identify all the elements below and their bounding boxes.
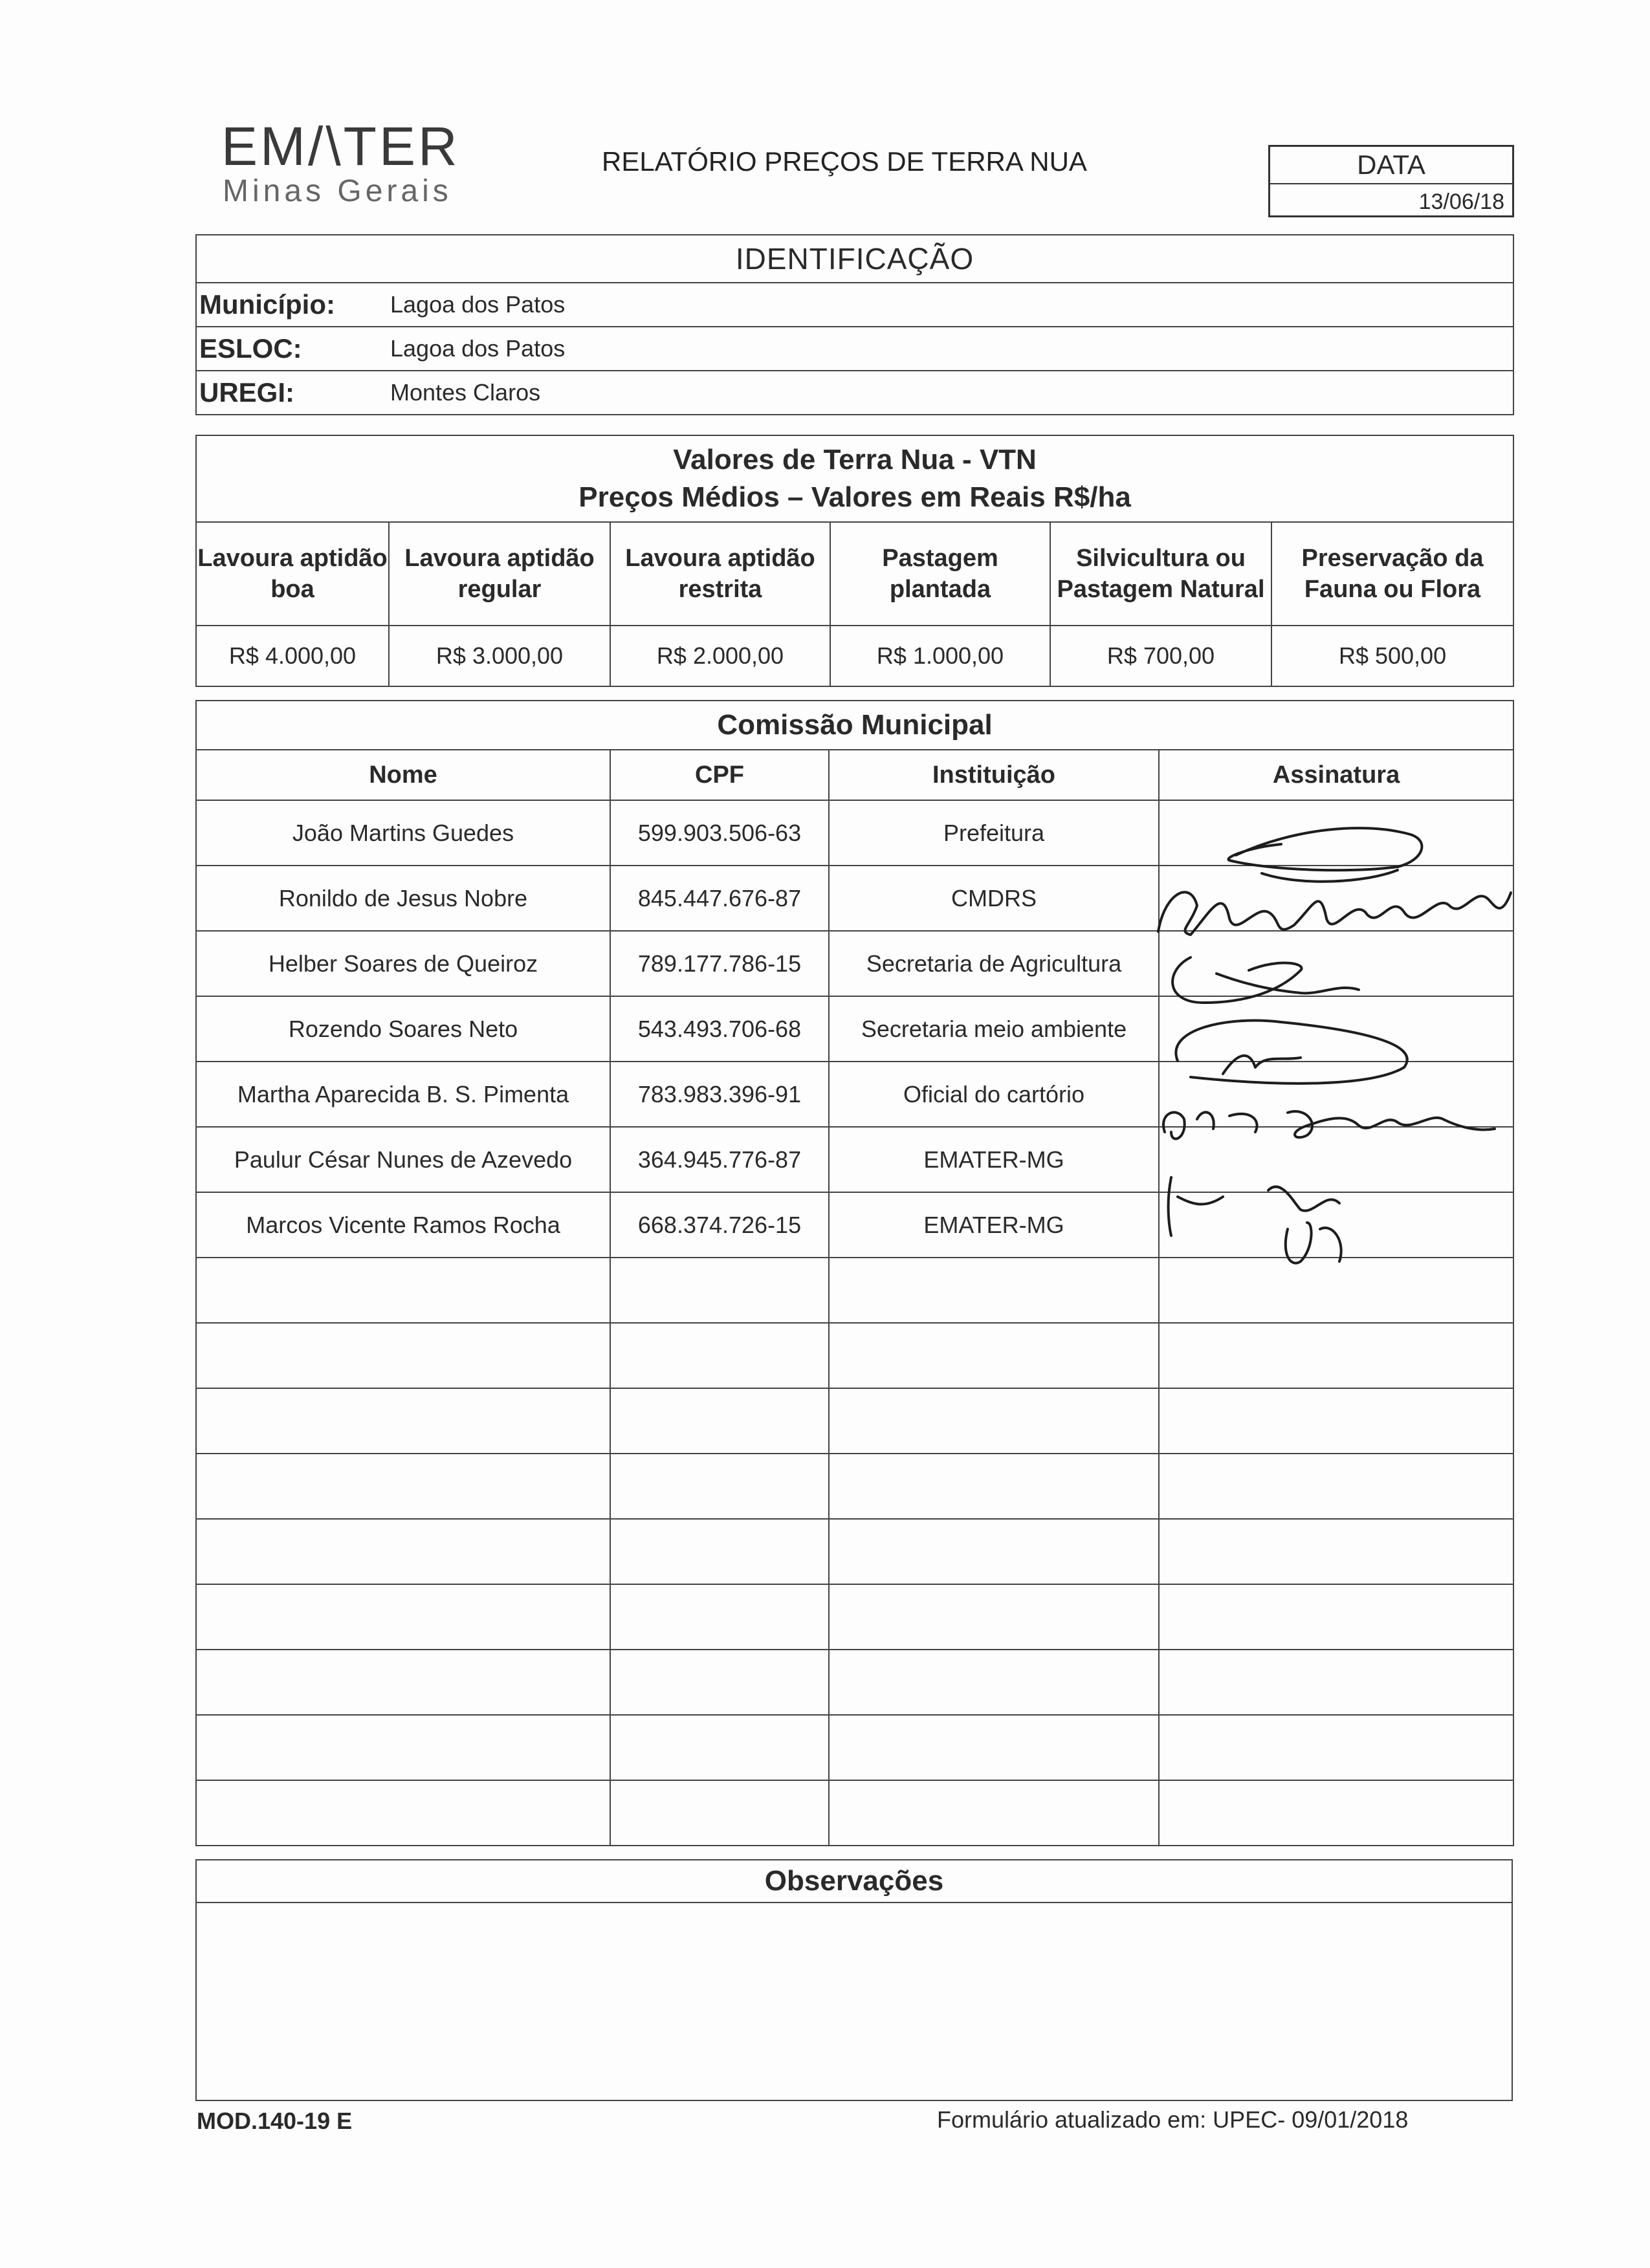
- uregi-label: UREGI:: [196, 371, 390, 415]
- form-code: MOD.140-19 E: [197, 2108, 353, 2134]
- member-name: Helber Soares de Queiroz: [196, 931, 610, 996]
- ident-row-uregi: [196, 371, 1513, 415]
- vtn-value: R$ 1.000,00: [830, 626, 1050, 686]
- member-institution: Prefeitura: [829, 800, 1159, 866]
- member-institution: CMDRS: [829, 866, 1159, 931]
- member-signature-cell: [1159, 800, 1513, 866]
- empty-row: [196, 1519, 1513, 1584]
- table-row: [196, 996, 1513, 1062]
- member-signature-cell: [1159, 931, 1513, 996]
- municipio-label: Município:: [196, 283, 390, 327]
- empty-row: [196, 1715, 1513, 1780]
- table-row: [196, 931, 1513, 996]
- member-cpf: 599.903.506-63: [610, 800, 829, 866]
- vtn-title-line1: Valores de Terra Nua - VTN: [673, 444, 1037, 475]
- identification-table: [195, 234, 1514, 415]
- report-title: RELATÓRIO PREÇOS DE TERRA NUA: [602, 146, 1087, 177]
- vtn-table: [195, 435, 1514, 687]
- col-assinatura: Assinatura: [1159, 750, 1513, 800]
- vtn-title: [196, 435, 1513, 522]
- vtn-col-header: Lavoura aptidão boa: [196, 522, 389, 626]
- member-name: Ronildo de Jesus Nobre: [196, 866, 610, 931]
- member-name: Paulur César Nunes de Azevedo: [196, 1127, 610, 1192]
- table-row: [196, 1192, 1513, 1258]
- uregi-value: Montes Claros: [390, 371, 1513, 415]
- member-signature-cell: [1159, 1062, 1513, 1127]
- observations-box: [195, 1859, 1513, 2101]
- vtn-value: R$ 500,00: [1271, 626, 1513, 686]
- vtn-header-row: [196, 522, 1513, 626]
- ident-row-municipio: [196, 283, 1513, 327]
- date-value: 13/06/18: [1418, 190, 1504, 214]
- date-box: [1268, 145, 1514, 217]
- member-signature-cell: [1159, 996, 1513, 1062]
- observations-heading: Observações: [197, 1860, 1512, 1903]
- commission-table: [195, 700, 1514, 1846]
- member-cpf: 789.177.786-15: [610, 931, 829, 996]
- member-cpf: 845.447.676-87: [610, 866, 829, 931]
- table-row: [196, 1127, 1513, 1192]
- date-label: DATA: [1270, 147, 1512, 184]
- member-cpf: 543.493.706-68: [610, 996, 829, 1062]
- vtn-col-header: Preservação da Fauna ou Flora: [1271, 522, 1513, 626]
- ident-row-esloc: [196, 327, 1513, 371]
- vtn-col-header: Lavoura aptidão regular: [389, 522, 610, 626]
- member-cpf: 668.374.726-15: [610, 1192, 829, 1258]
- vtn-value: R$ 3.000,00: [389, 626, 610, 686]
- empty-row: [196, 1323, 1513, 1388]
- empty-row: [196, 1388, 1513, 1454]
- member-cpf: 783.983.396-91: [610, 1062, 829, 1127]
- vtn-value-row: [196, 626, 1513, 686]
- table-row: [196, 1062, 1513, 1127]
- esloc-label: ESLOC:: [196, 327, 390, 371]
- emater-logo-subtitle: Minas Gerais: [223, 174, 452, 208]
- empty-row: [196, 1258, 1513, 1323]
- member-signature-cell: [1159, 1127, 1513, 1192]
- vtn-col-header: Pastagem plantada: [830, 522, 1050, 626]
- member-signature-cell: [1159, 1192, 1513, 1258]
- empty-row: [196, 1454, 1513, 1519]
- col-cpf: CPF: [610, 750, 829, 800]
- member-signature-cell: [1159, 866, 1513, 931]
- member-name: Marcos Vicente Ramos Rocha: [196, 1192, 610, 1258]
- member-institution: Oficial do cartório: [829, 1062, 1159, 1127]
- col-instituicao: Instituição: [829, 750, 1159, 800]
- empty-row: [196, 1650, 1513, 1715]
- commission-heading: Comissão Municipal: [196, 701, 1513, 750]
- emater-logo: EM/\TER: [221, 116, 460, 177]
- member-institution: Secretaria meio ambiente: [829, 996, 1159, 1062]
- esloc-value: Lagoa dos Patos: [390, 327, 1513, 371]
- table-row: [196, 866, 1513, 931]
- commission-header-row: [196, 750, 1513, 800]
- member-name: Rozendo Soares Neto: [196, 996, 610, 1062]
- vtn-col-header: Silvicultura ou Pastagem Natural: [1050, 522, 1271, 626]
- table-row: [196, 800, 1513, 866]
- member-cpf: 364.945.776-87: [610, 1127, 829, 1192]
- vtn-value: R$ 700,00: [1050, 626, 1271, 686]
- vtn-value: R$ 4.000,00: [196, 626, 389, 686]
- member-name: João Martins Guedes: [196, 800, 610, 866]
- empty-row: [196, 1780, 1513, 1846]
- form-updated-note: Formulário atualizado em: UPEC- 09/01/2018: [937, 2106, 1409, 2133]
- empty-row: [196, 1584, 1513, 1650]
- municipio-value: Lagoa dos Patos: [390, 283, 1513, 327]
- vtn-title-line2: Preços Médios – Valores em Reais R$/ha: [578, 481, 1131, 513]
- member-institution: EMATER-MG: [829, 1192, 1159, 1258]
- col-nome: Nome: [196, 750, 610, 800]
- identification-heading: IDENTIFICAÇÃO: [196, 235, 1513, 283]
- vtn-col-header: Lavoura aptidão restrita: [610, 522, 830, 626]
- member-name: Martha Aparecida B. S. Pimenta: [196, 1062, 610, 1127]
- member-institution: EMATER-MG: [829, 1127, 1159, 1192]
- member-institution: Secretaria de Agricultura: [829, 931, 1159, 996]
- vtn-value: R$ 2.000,00: [610, 626, 830, 686]
